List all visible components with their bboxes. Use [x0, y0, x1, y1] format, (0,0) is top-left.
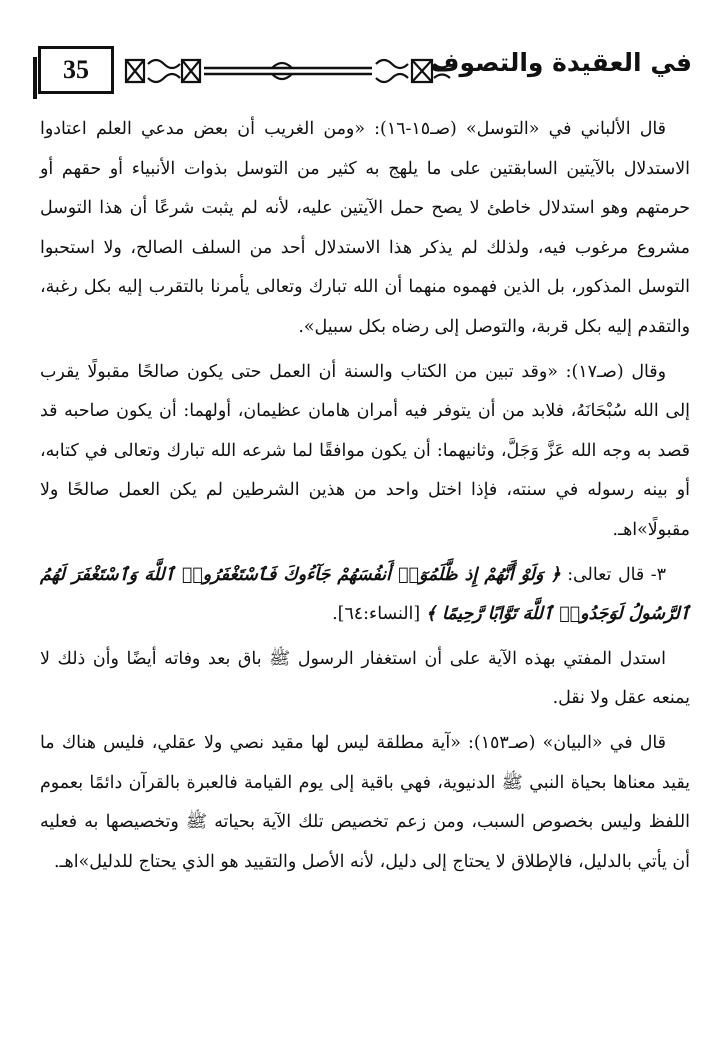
- paragraph-mufti-inference: استدل المفتي بهذه الآية على أن استغفار الرسول ﷺ باق بعد وفاته أيضًا وأن ذلك لا يمنعه عقل ولا نقل.: [40, 648, 690, 709]
- item-number: ٣-: [650, 564, 666, 585]
- verse-reference: [النساء:٦٤].: [332, 604, 421, 625]
- page-header: [38, 40, 692, 102]
- paragraph-albani-page17: وقال (صـ١٧): «وقد تبين من الكتاب والسنة أن العمل حتى يكون صالحًا مقبولًا يقرب إلى الله سُبْحَانَهُ، فلابد من أن يتوفر فيه أمران هامان عظيمان، أولهما: أن يكون صاحبه قد قصد به وجه الله عَزَّ وَجَلَّ، وثانيهما: أن يكون موافقًا لما شرعه الله تبارك وتعالى في كتابه، أو بينه رسوله في سنته، فإذا اختل واحد من هذين الشرطين لم يكن العمل صالحًا ولا مقبولًا»اهـ.: [40, 361, 690, 540]
- decorative-ornament-icon: [122, 54, 454, 88]
- quran-verse: ﴿ وَلَوْ أَنَّهُمْ إِذ ظَّلَمُوٓا۟ أَنفُسَهُمْ جَآءُوكَ فَٱسْتَغْفَرُوا۟ ٱللَّهَ وَٱسْتَغْفَرَ لَهُمُ ٱلرَّسُولُ لَوَجَدُوا۟ ٱللَّهَ تَوَّابًا رَّحِيمًا ﴾: [40, 564, 690, 625]
- paragraph-albani-tawassul: قال الألباني في «التوسل» (صـ١٥-١٦): «ومن الغريب أن بعض مدعي العلم اعتادوا الاستدلال بالآيتين السابقتين على ما يلهج به كثير من التوسل بذوات الأنبياء أو حقهم أو حرمتهم وهو استدلال خاطئ لا يصح حمل الآيتين عليه، لأنه لم يثبت شرعًا أن هذا التوسل مشروع مرغوب فيه، ولذلك لم يذكر هذا الاستدلال أحد من السلف الصالح، ولا استحبوا التوسل المذكور، بل الذين فهموه منهما أن الله تبارك وتعالى يأمرنا بالتقرب إليه بكل رغبة، والتقدم إليه بكل قربة، والتوصل إلى رضاه بكل سبيل».: [40, 119, 690, 337]
- paragraph-quran-verse: [40, 556, 690, 635]
- page-number: 35: [38, 46, 114, 94]
- paragraph-bayan-quote: قال في «البيان» (صـ١٥٣): «آية مطلقة ليس لها مقيد نصي ولا عقلي، فليس هناك ما يقيد معناها بحياة النبي ﷺ الدنيوية، فهي باقية إلى يوم القيامة فالعبرة بالقرآن دائمًا بعموم اللفظ وليس بخصوص السبب، ومن زعم تخصيص تلك الآية بحياته ﷺ وتخصيصها به فعليه أن يأتي بالدليل، فالإطلاق لا يحتاج إلى دليل، لأنه الأصل والتقييد هو الذي يحتاج للدليل»اهـ.: [40, 732, 690, 872]
- book-title: في العقيدة والتصوف: [430, 48, 692, 77]
- verse-intro: قال تعالى:: [567, 564, 645, 585]
- page-content: [40, 110, 690, 882]
